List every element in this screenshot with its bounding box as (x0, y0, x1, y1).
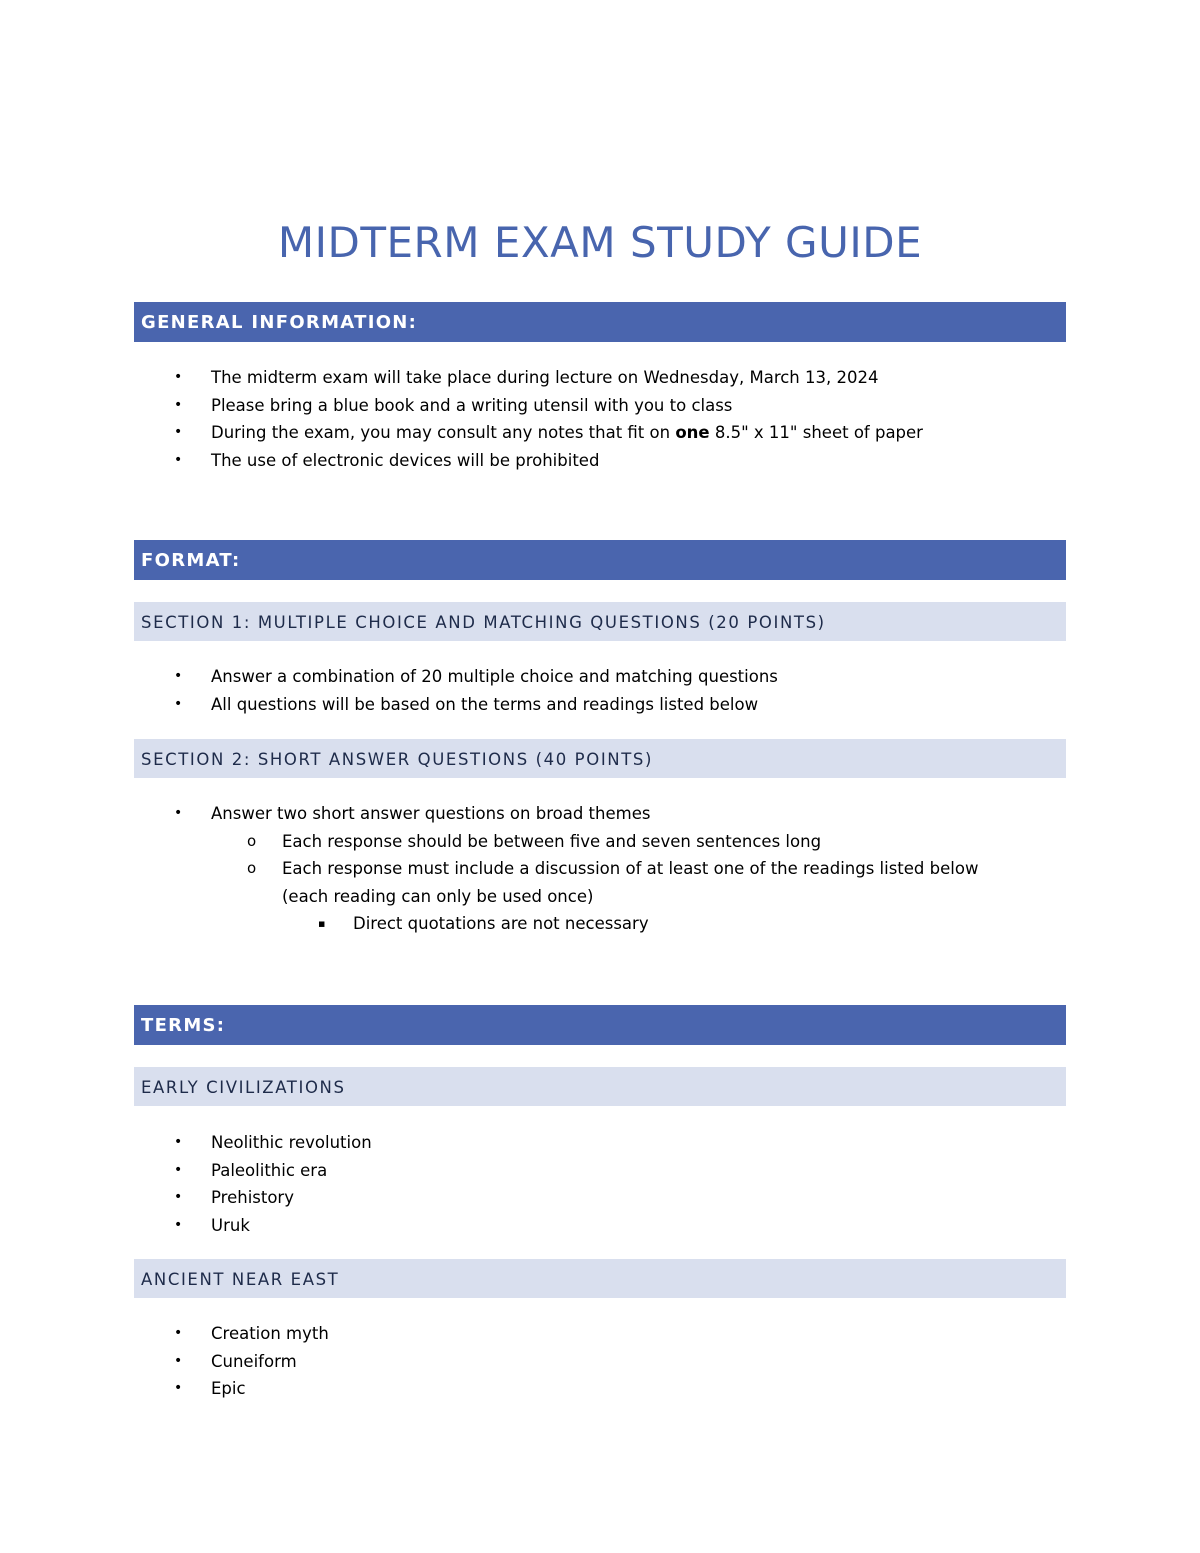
list-item: • During the exam, you may consult any notes that fit on one 8.5" x 11" sheet of paper (134, 419, 923, 447)
list-item: • Neolithic revolution (134, 1129, 372, 1157)
bullet-icon: • (174, 1352, 183, 1369)
list-item: • The midterm exam will take place during lecture on Wednesday, March 13, 2024 (134, 364, 923, 392)
list-item: • All questions will be based on the terms and readings listed below (134, 691, 778, 719)
general-information-heading: GENERAL INFORMATION: (134, 302, 1066, 342)
circle-bullet-icon: o (247, 859, 257, 877)
list-item: • Answer two short answer questions on broad themes (134, 800, 1002, 828)
section-1-heading: SECTION 1: MULTIPLE CHOICE AND MATCHING QUESTIONS (20 POINTS) (134, 602, 1066, 641)
list-item: • Cuneiform (134, 1348, 329, 1376)
emphasis-text: one (675, 423, 710, 442)
list-item: • Prehistory (134, 1184, 372, 1212)
list-item: • Uruk (134, 1212, 372, 1240)
bullet-icon: • (174, 1216, 183, 1233)
early-civilizations-heading: EARLY CIVILIZATIONS (134, 1067, 1066, 1106)
section-2-heading: SECTION 2: SHORT ANSWER QUESTIONS (40 POINTS) (134, 739, 1066, 778)
bullet-icon: • (174, 396, 183, 413)
early-civilizations-list (134, 1129, 372, 1239)
bullet-icon: • (174, 1134, 183, 1150)
page-title: MIDTERM EXAM STUDY GUIDE (277, 218, 923, 267)
list-item: • Please bring a blue book and a writing utensil with you to class (134, 392, 923, 420)
sub-sub-list-item: ▪ Direct quotations are not necessary (134, 910, 1002, 938)
bullet-icon: • (174, 695, 183, 712)
general-information-list (134, 364, 923, 474)
list-item: • Answer a combination of 20 multiple choice and matching questions (134, 663, 778, 691)
circle-bullet-icon: o (247, 831, 257, 850)
bullet-icon: • (174, 1189, 183, 1205)
sub-list-item: o Each response should be between five and seven sentences long (134, 828, 1002, 856)
list-item: • Creation myth (134, 1320, 329, 1348)
bullet-icon: • (174, 1325, 183, 1341)
section-1-list (134, 663, 778, 718)
square-bullet-icon: ▪ (318, 917, 326, 930)
ancient-near-east-heading: ANCIENT NEAR EAST (134, 1259, 1066, 1298)
bullet-icon: • (174, 805, 183, 821)
format-heading: FORMAT: (134, 540, 1066, 580)
terms-heading: TERMS: (134, 1005, 1066, 1045)
ancient-near-east-list (134, 1320, 329, 1403)
bullet-icon: • (174, 668, 183, 684)
list-item: • Paleolithic era (134, 1157, 372, 1185)
bullet-icon: • (174, 1380, 183, 1396)
bullet-icon: • (174, 1161, 183, 1178)
sub-list-item: o Each response must include a discussion of at least one of the readings listed below (each reading can only be used once) (134, 855, 1002, 910)
list-item: • The use of electronic devices will be prohibited (134, 447, 923, 475)
bullet-icon: • (174, 369, 183, 385)
bullet-icon: • (174, 424, 183, 440)
bullet-icon: • (174, 451, 183, 468)
list-item: • Epic (134, 1375, 329, 1403)
section-2-list (134, 800, 1002, 938)
